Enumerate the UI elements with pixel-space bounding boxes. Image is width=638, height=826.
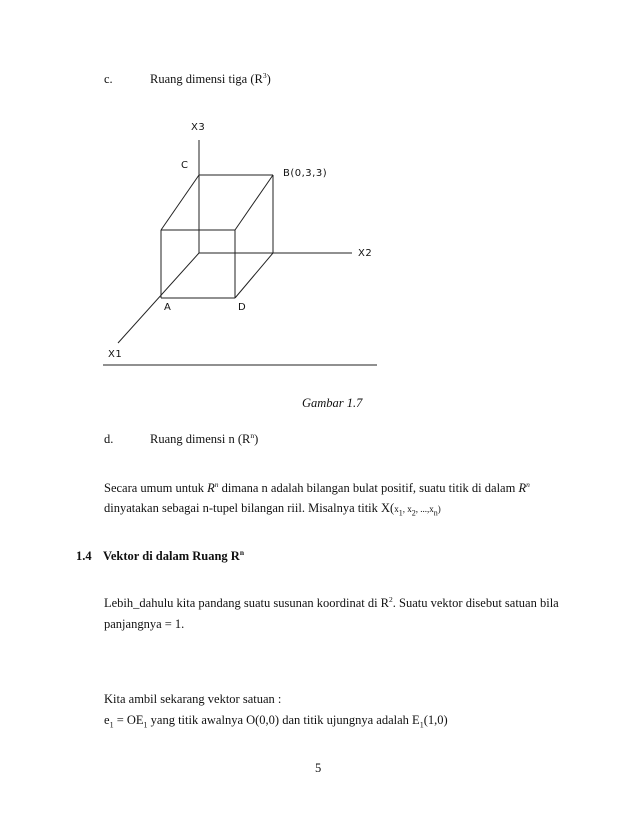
page-number: 5 xyxy=(315,761,322,775)
para1-sep2: , ..., xyxy=(415,504,430,514)
para1-line1 xyxy=(104,481,530,496)
para2-line1-sup: 2 xyxy=(389,594,393,604)
para3-line2 xyxy=(104,713,448,728)
para1-sep1: , xyxy=(402,504,408,514)
para1-x1: x xyxy=(394,504,399,514)
para1-line1-a: Secara umum untuk xyxy=(104,481,208,495)
cube-edge xyxy=(235,253,273,298)
section-14-title xyxy=(103,549,244,564)
para3-rest: yang titik awalnya O(0,0) dan titik ujungnya adalah E xyxy=(147,713,420,727)
label-c: C xyxy=(181,160,189,171)
label-b: B(0,3,3) xyxy=(283,168,328,179)
section-c-label: c. xyxy=(104,72,113,86)
cube-edge xyxy=(161,175,199,230)
para1-x1-sub: 1 xyxy=(398,508,403,518)
section-14-sup: n xyxy=(239,547,245,557)
para1-r2-sup: n xyxy=(526,479,530,489)
cube-edge xyxy=(235,175,273,230)
section-d-text: Ruang dimensi n (R xyxy=(150,432,251,446)
para1-x2-sub: 2 xyxy=(411,508,416,518)
para1-r2: R xyxy=(518,481,527,495)
section-d-heading xyxy=(150,432,258,447)
section-d-label: d. xyxy=(104,432,114,446)
section-14-title-text: Vektor di dalam Ruang R xyxy=(103,549,240,563)
para1-line2-a: dinyatakan sebagai n-tupel bilangan riil. Misalnya titik X( xyxy=(104,501,395,515)
label-x2: X2 xyxy=(358,248,373,259)
label-d: D xyxy=(238,302,247,313)
para2-line2: panjangnya = 1. xyxy=(104,617,185,631)
section-14-number: 1.4 xyxy=(76,549,92,563)
para3-end: (1,0) xyxy=(423,713,448,727)
para3-oe-sub: 1 xyxy=(143,720,148,730)
para1-x2: x xyxy=(407,504,412,514)
para2-line1-a: Lebih_dahulu kita pandang suatu susunan koordinat di R xyxy=(104,596,390,610)
section-c-sup: 3 xyxy=(262,70,267,80)
para2-line1 xyxy=(104,596,559,611)
para1-r1-sup: n xyxy=(214,479,219,489)
section-c-text: Ruang dimensi tiga (R xyxy=(150,72,263,86)
para3-mid: = OE xyxy=(113,713,144,727)
section-c-text-end: ) xyxy=(266,72,271,86)
para1-xn: x xyxy=(429,504,434,514)
label-a: A xyxy=(164,302,172,313)
para3-line1: Kita ambil sekarang vektor satuan : xyxy=(104,692,282,706)
para1-xn-sub: n xyxy=(433,508,438,518)
para1-line1-b: dimana n adalah bilangan bulat positif, suatu titik di dalam xyxy=(218,481,519,495)
section-d-text-end: ) xyxy=(254,432,259,446)
label-x1: X1 xyxy=(108,349,123,360)
para1-r1: R xyxy=(207,481,215,495)
section-d-sup: n xyxy=(250,430,255,440)
label-x3: X3 xyxy=(191,122,206,133)
para1-line2 xyxy=(104,501,441,516)
para1-line2-end: ) xyxy=(437,504,441,514)
para3-e1-sub: 1 xyxy=(419,720,424,730)
para2-line1-b: . Suatu vektor disebut satuan bila xyxy=(392,596,559,610)
figure-caption: Gambar 1.7 xyxy=(302,396,363,410)
para3-e: e xyxy=(104,713,110,727)
para3-e-sub: 1 xyxy=(109,720,114,730)
